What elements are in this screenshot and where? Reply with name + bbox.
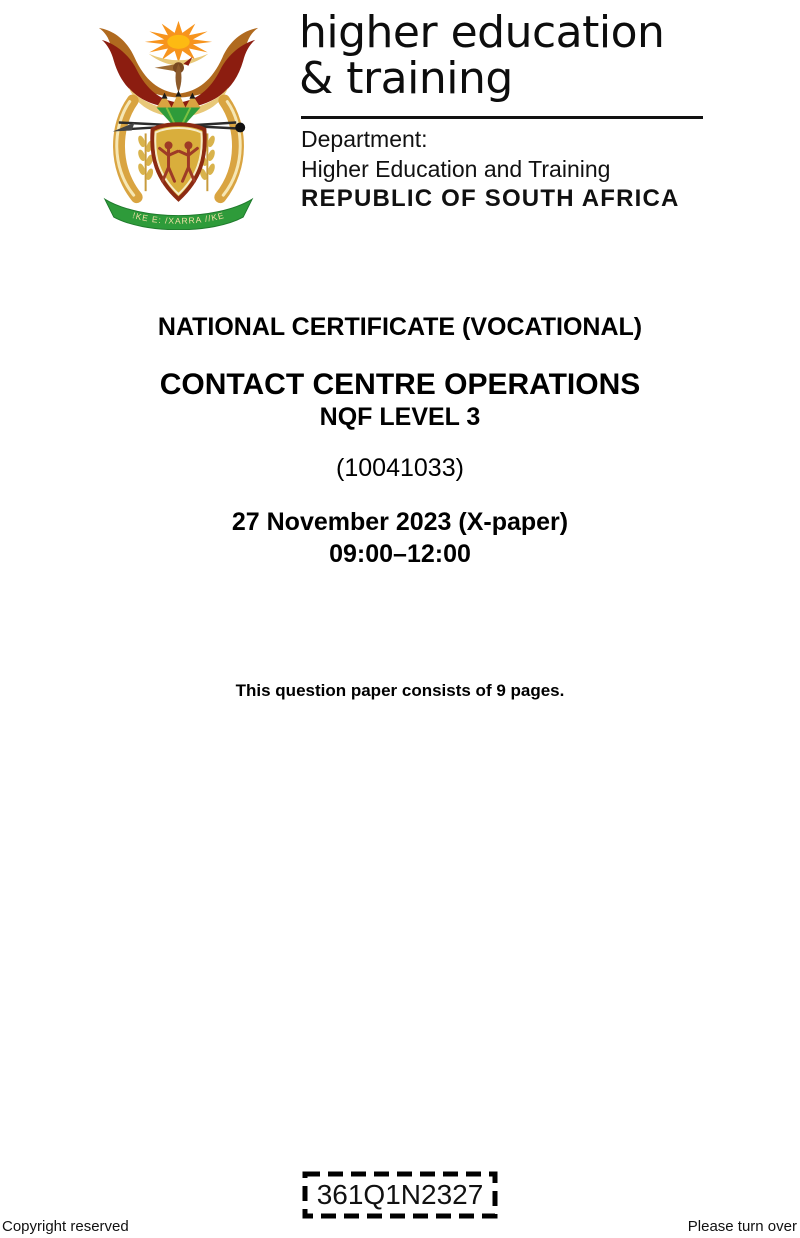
sa-coat-of-arms xyxy=(88,6,264,230)
subject-title: CONTACT CENTRE OPERATIONS xyxy=(159,368,641,401)
department-label: Department: xyxy=(301,126,428,152)
subject-code: (10041033) xyxy=(336,454,464,482)
wordmark-line2: & training xyxy=(299,53,513,104)
letterhead-divider xyxy=(301,116,703,119)
certificate-title: NATIONAL CERTIFICATE (VOCATIONAL) xyxy=(157,313,643,341)
motto-banner-icon xyxy=(105,199,252,230)
footer-copyright: Copyright reserved xyxy=(2,1218,129,1235)
nqf-level: NQF LEVEL 3 xyxy=(319,403,481,431)
department-block xyxy=(301,124,761,214)
footer-turn-over: Please turn over xyxy=(687,1218,797,1235)
exam-date: 27 November 2023 (X-paper) xyxy=(231,508,569,536)
country-name: REPUBLIC OF SOUTH AFRICA xyxy=(301,185,680,212)
wordmark-line1: higher education xyxy=(299,7,665,58)
coat-of-arms-motto: !KE E: /XARRA //KE xyxy=(131,210,226,226)
exam-time: 09:00–12:00 xyxy=(329,540,471,568)
pages-note: This question paper consists of 9 pages. xyxy=(235,681,565,700)
department-name: Higher Education and Training xyxy=(301,156,611,182)
paper-number: 361Q1N2327 xyxy=(316,1179,484,1210)
paper-number-box xyxy=(302,1171,498,1219)
dhet-wordmark xyxy=(299,7,719,104)
shield-icon xyxy=(152,124,204,199)
